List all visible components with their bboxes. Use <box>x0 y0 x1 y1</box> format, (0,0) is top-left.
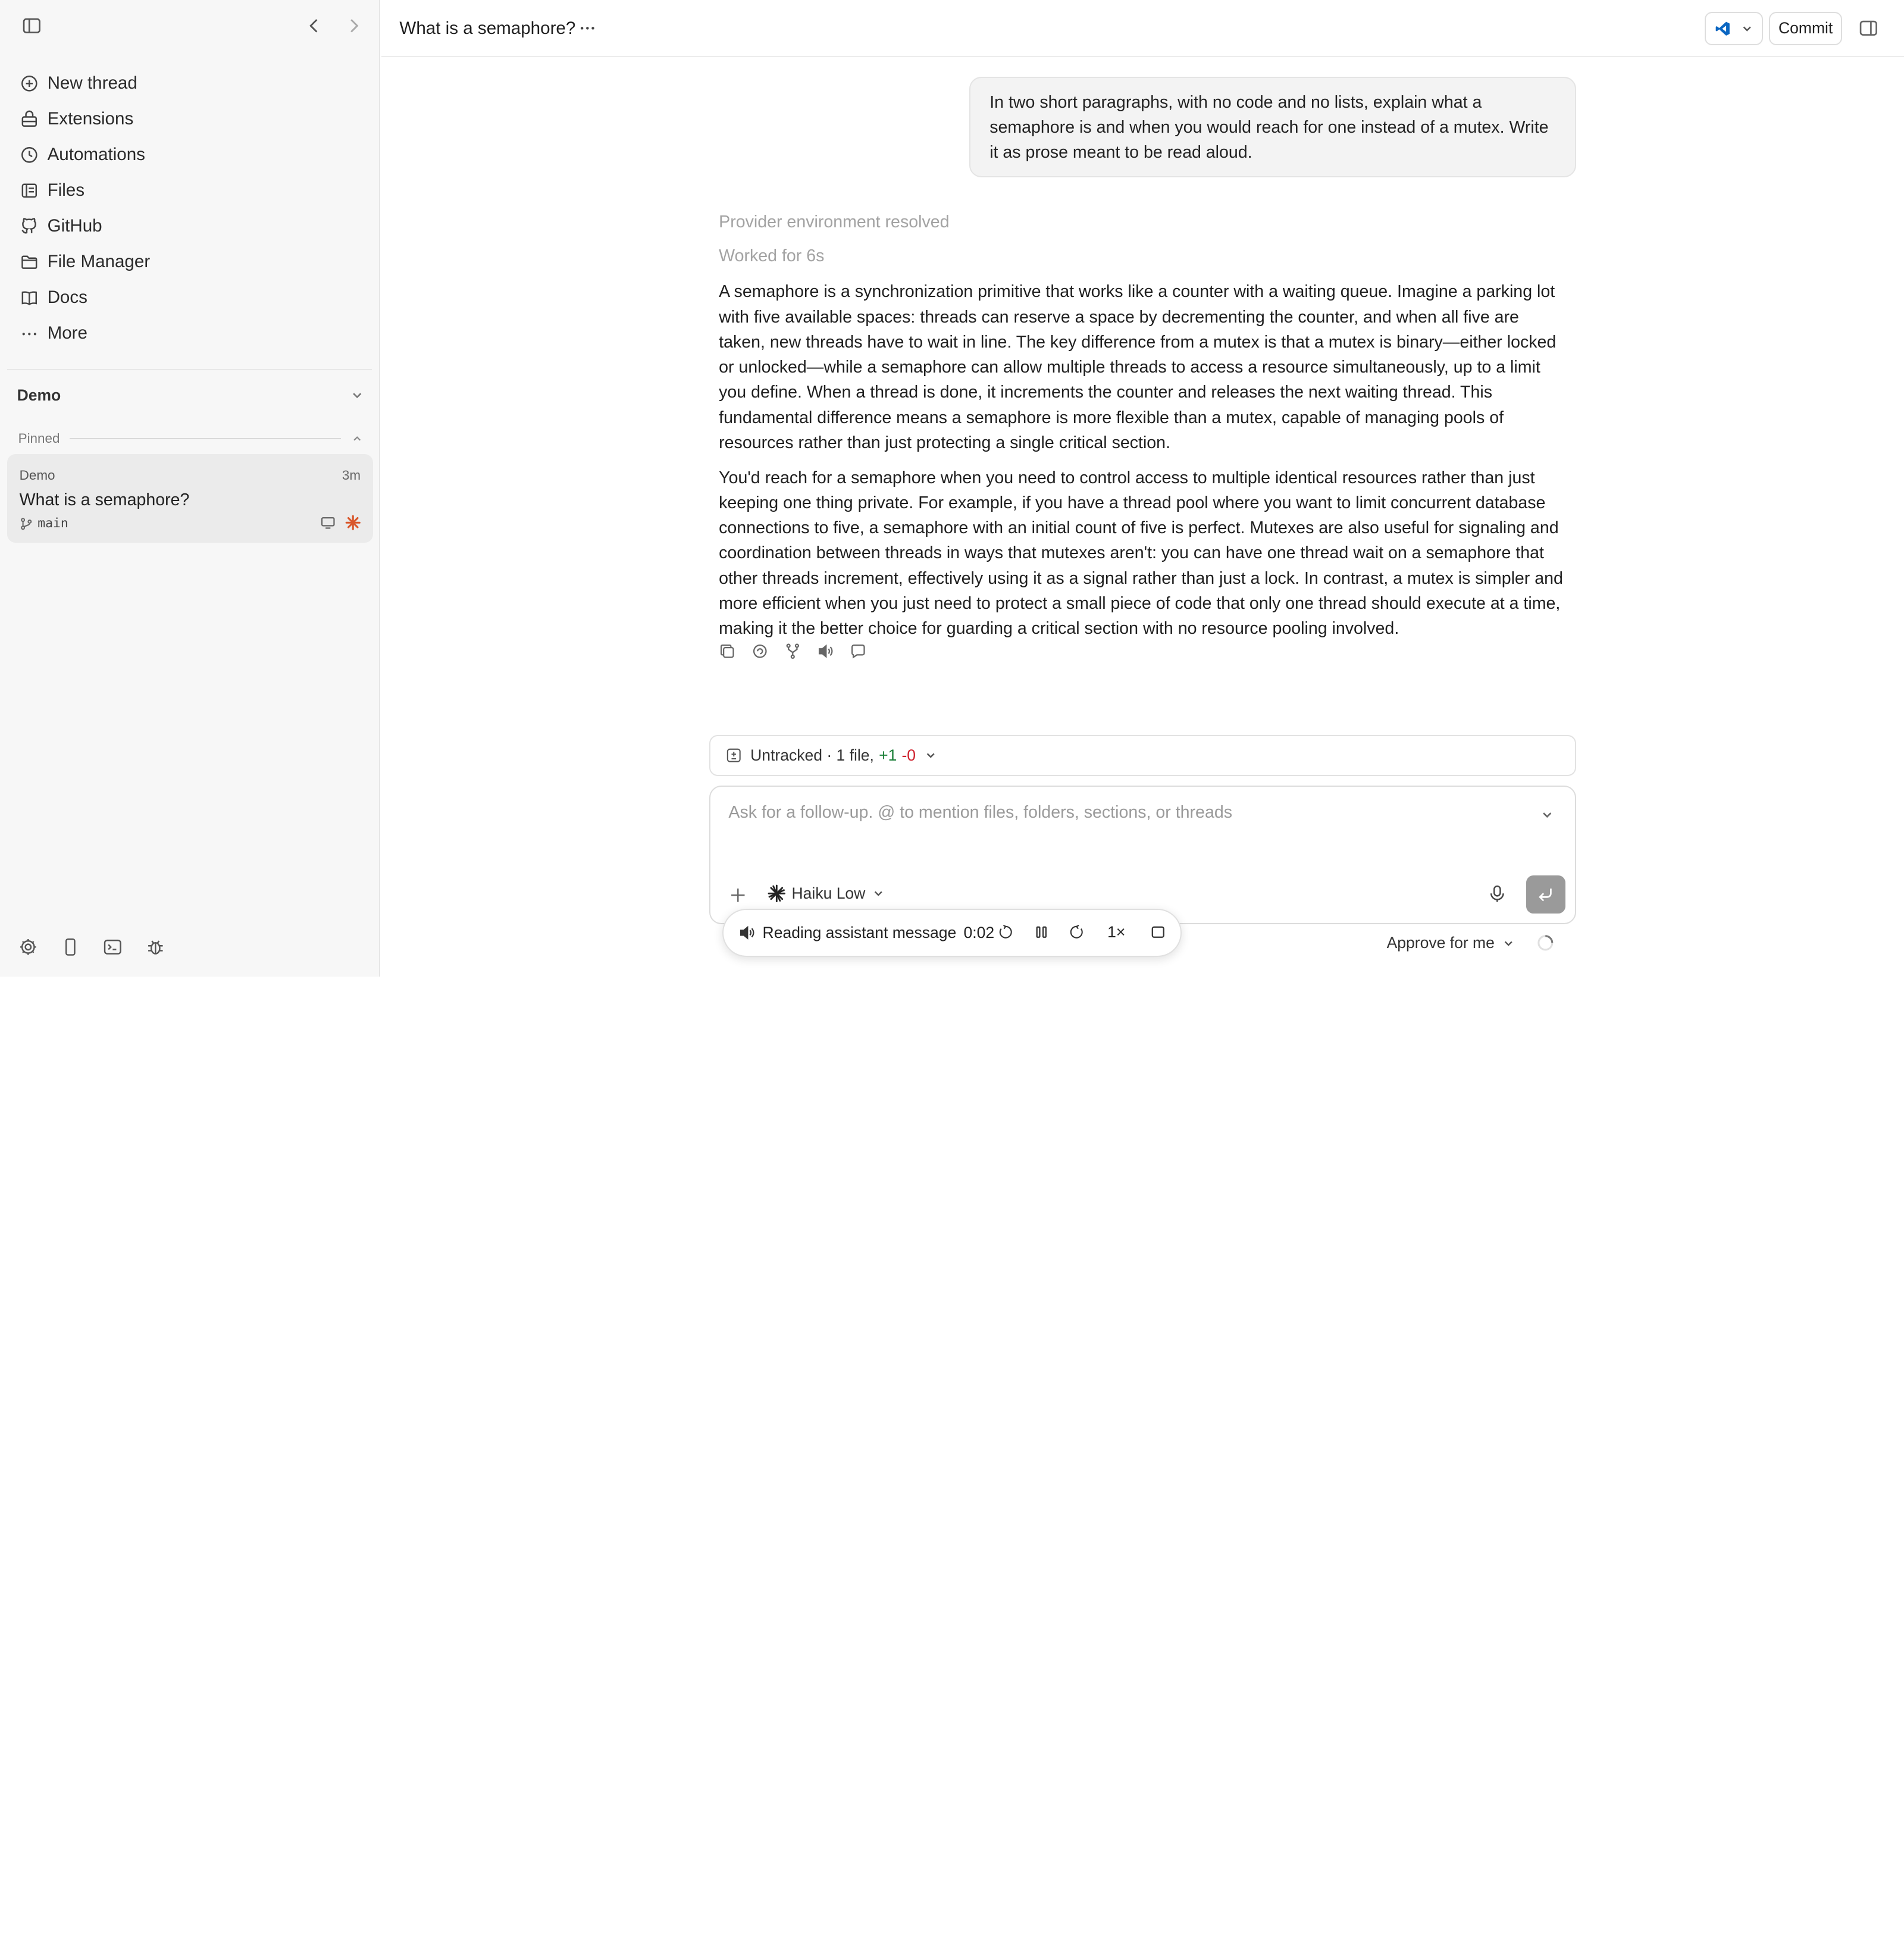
send-button[interactable] <box>1526 875 1565 913</box>
untracked-changes-bar[interactable] <box>709 735 1576 776</box>
branch-name: main <box>37 516 68 531</box>
clock-icon <box>20 145 39 165</box>
bug-icon[interactable] <box>146 937 165 957</box>
follow-up-input[interactable] <box>728 803 1505 822</box>
sidebar-item-label: Extensions <box>47 109 134 129</box>
approval-label: Approve for me <box>1386 934 1495 952</box>
approval-mode-selector[interactable] <box>1387 934 1515 952</box>
copy-icon[interactable] <box>719 643 736 660</box>
comment-icon[interactable] <box>850 643 867 660</box>
page-title: What is a semaphore? <box>399 18 576 38</box>
open-in-editor-button[interactable] <box>1705 12 1763 45</box>
user-message <box>969 77 1576 177</box>
sidebar-item-new-thread[interactable] <box>7 65 371 101</box>
pinned-label: Pinned <box>18 431 60 446</box>
sidebar-item-label: Docs <box>47 287 87 308</box>
github-icon <box>20 217 39 236</box>
assistant-paragraph: You'd reach for a semaphore when you need to control access to multiple identical resources rather than just keeping one thing private. For example, if you have a thread pool where you want to limit concurrent database connections to five, a semaphore with an initial count of five is perfect. Mutexes are also useful for signaling and coordination between threads in ways that mutexes aren't: you can have one thread wait on a semaphore that other threads increment, effectively using it as a signal rather than just a lock. In contrast, a mutex is simpler and more efficient when you just need to protect a small piece of code that only one thread should execute at a time, making it the better choice for guarding a critical section with no resource pooling involved. <box>719 468 1563 639</box>
commit-button[interactable]: Commit <box>1769 12 1842 45</box>
chevron-down-icon <box>1740 22 1753 35</box>
project-header[interactable] <box>17 386 365 405</box>
ellipsis-icon <box>20 324 39 343</box>
sidebar-divider <box>7 369 371 370</box>
fork-icon[interactable] <box>784 643 801 660</box>
message-actions <box>719 643 867 660</box>
right-panel-toggle-icon[interactable] <box>1859 18 1878 38</box>
project-title: Demo <box>17 386 61 404</box>
sidebar-toggle-icon[interactable] <box>22 16 42 36</box>
user-message-text: In two short paragraphs, with no code and no lists, explain what a semaphore is and when you would reach for one instead of a mutex. Write it as prose meant to be read aloud. <box>989 92 1549 162</box>
sidebar-item-file-manager[interactable] <box>7 244 371 280</box>
thread-branch <box>20 516 68 531</box>
sidebar-item-github[interactable] <box>7 208 371 244</box>
status-worked-for[interactable]: Worked for 6s <box>719 246 825 266</box>
speaker-icon[interactable] <box>817 643 834 660</box>
send-arrow-icon <box>1537 886 1555 903</box>
plus-circle-icon <box>20 74 39 93</box>
thread-status <box>321 515 361 531</box>
monitor-icon <box>321 515 335 530</box>
sidebar-item-label: Files <box>47 180 85 201</box>
speaker-icon <box>738 924 756 941</box>
thread-time: 3m <box>342 467 361 483</box>
back-icon[interactable] <box>306 16 323 36</box>
settings-gear-icon[interactable] <box>18 937 38 957</box>
thread-item-active[interactable] <box>7 454 372 543</box>
forward-icon[interactable] <box>345 16 362 36</box>
thread-project: Demo <box>19 467 55 483</box>
chevron-down-icon <box>1502 937 1515 950</box>
sidebar-item-extensions[interactable] <box>7 101 371 137</box>
chevron-down-icon <box>924 749 937 762</box>
book-icon <box>20 288 39 308</box>
sidebar-item-label: More <box>47 323 87 343</box>
sidebar <box>0 0 380 977</box>
mobile-icon[interactable] <box>61 937 80 957</box>
lines-added: +1 <box>879 746 897 764</box>
model-star-icon <box>345 515 361 531</box>
composer <box>709 786 1576 924</box>
assistant-paragraph: A semaphore is a synchronization primitive that works like a counter with a waiting queue. Imagine a parking lot with five available spaces: threads can reserve a space by decrementing the counter, and when all five are taken, new threads have to wait in line. The key difference from a mutex is that a mutex is binary—either locked or unlocked—while a semaphore can allow multiple threads to access a resource simultaneously, up to a limit you define. When a thread is done, it increments the counter and releases the next waiting thread. This fundamental difference means a semaphore is more flexible than a mutex, capable of managing pools of resources rather than just protecting a single critical section. <box>719 282 1557 452</box>
rewind-icon[interactable] <box>998 924 1014 940</box>
vscode-icon <box>1715 21 1731 37</box>
add-attachment-icon[interactable] <box>729 887 747 904</box>
diff-file-icon <box>726 747 742 764</box>
sidebar-item-label: New thread <box>47 73 137 93</box>
lines-removed: -0 <box>901 746 916 764</box>
sidebar-item-label: GitHub <box>47 216 102 236</box>
terminal-icon[interactable] <box>103 937 123 957</box>
chevron-down-icon <box>872 887 885 900</box>
model-name: Haiku Low <box>791 884 866 902</box>
pinned-divider <box>70 438 342 439</box>
sidebar-footer <box>18 937 165 957</box>
playback-speed[interactable]: 1× <box>1107 922 1126 941</box>
sidebar-item-files[interactable] <box>7 173 371 208</box>
pinned-section-header <box>18 431 364 446</box>
microphone-icon[interactable] <box>1488 884 1507 904</box>
player-elapsed: 0:02 <box>963 923 995 941</box>
sidebar-item-label: File Manager <box>47 252 151 272</box>
status-provider-resolved[interactable]: Provider environment resolved <box>719 212 950 232</box>
read-aloud-player <box>722 909 1181 958</box>
fast-forward-icon[interactable] <box>1069 924 1085 940</box>
model-star-icon <box>768 884 786 903</box>
sidebar-item-more[interactable] <box>7 315 371 351</box>
stop-icon[interactable] <box>1150 924 1166 940</box>
extensions-icon <box>20 110 39 129</box>
model-selector[interactable] <box>768 884 885 903</box>
changes-summary: Untracked · 1 file, <box>750 746 874 764</box>
folder-icon <box>20 252 39 272</box>
expand-chevron-icon[interactable] <box>1540 808 1554 822</box>
chevron-up-icon[interactable] <box>351 433 363 445</box>
thread-title: What is a semaphore? <box>19 490 190 510</box>
sidebar-item-automations[interactable] <box>7 137 371 173</box>
sidebar-item-docs[interactable] <box>7 280 371 315</box>
thread-header <box>381 0 1904 57</box>
chevron-down-icon[interactable] <box>350 388 364 402</box>
sidebar-item-label: Automations <box>47 145 145 165</box>
player-label: Reading assistant message <box>762 923 957 941</box>
loading-spinner-icon <box>1536 934 1555 952</box>
git-branch-icon <box>20 517 33 530</box>
sidebar-nav <box>7 65 371 351</box>
files-icon <box>20 181 39 201</box>
pause-icon[interactable] <box>1034 924 1050 940</box>
thread-menu-icon[interactable] <box>578 17 597 37</box>
retry-icon[interactable] <box>751 643 769 660</box>
